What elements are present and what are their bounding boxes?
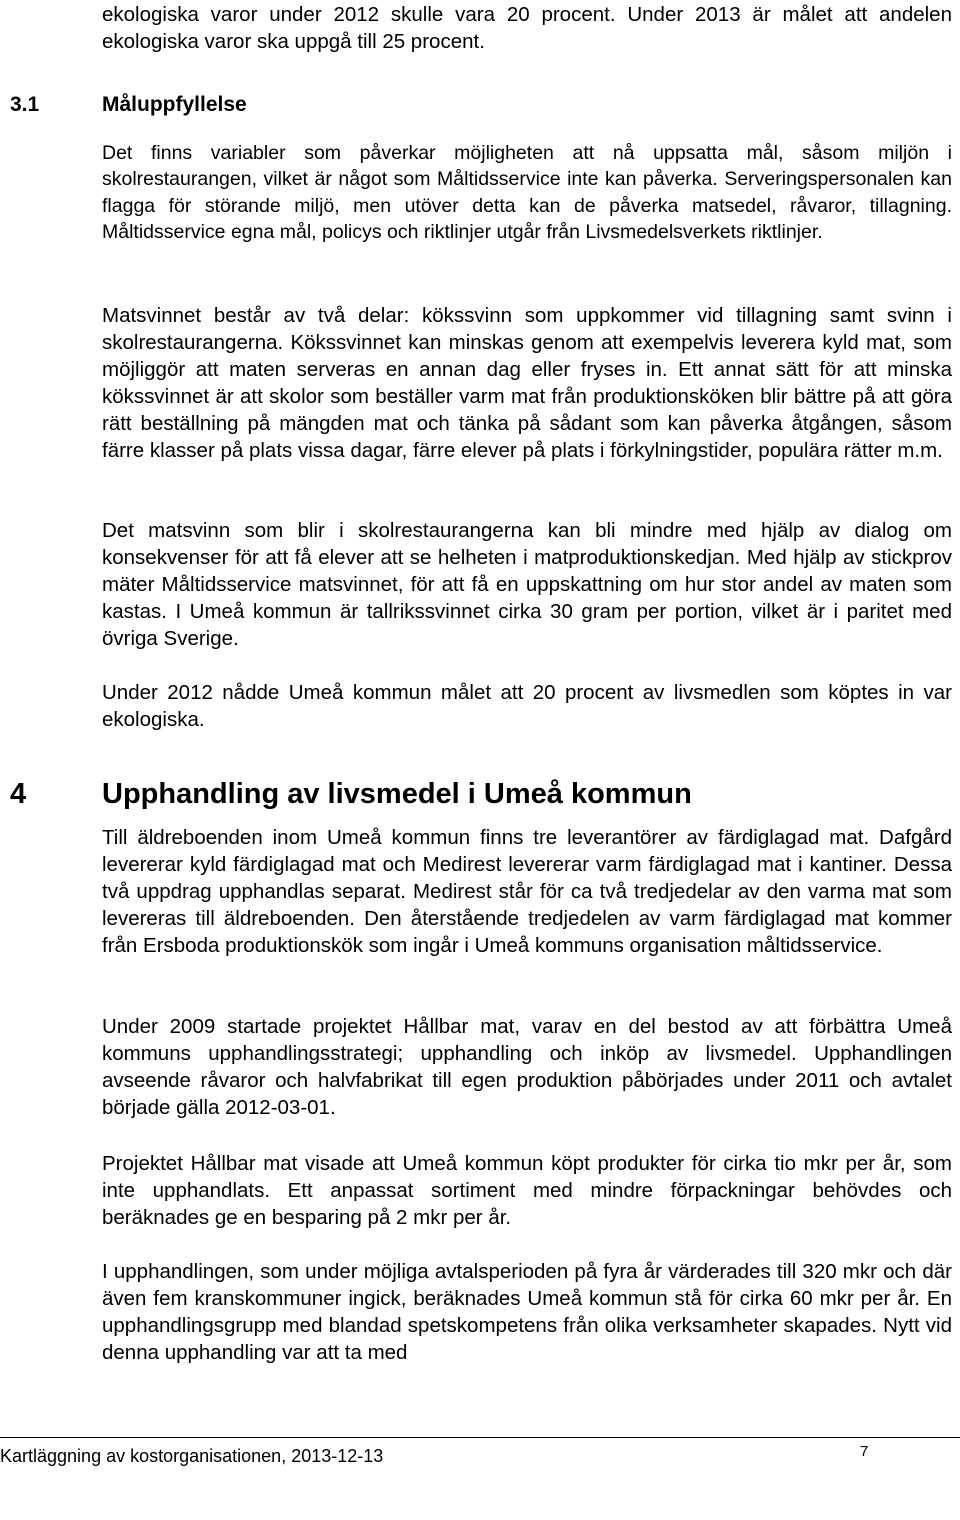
paragraph-4-hallbar-mat: Under 2009 startade projektet Hållbar mat, varav en del bestod av att förbättra Umeå kommuns upphandlingsstrategi; upphandling och inköp av livsmedel. Upphandlingen avseende råvaror och halvfabrikat till egen produktion påbörjades under 2011 och avtalet började gälla 2012-03-01.	[102, 1015, 952, 1119]
section-heading-3-1	[10, 91, 247, 119]
footer-title: Kartläggning av kostorganisationen, 2013-12-13	[0, 1446, 384, 1466]
section-number: 3.1	[10, 93, 40, 116]
page-number: 7	[860, 1443, 869, 1460]
section-heading-4	[10, 776, 692, 812]
section-title: Upphandling av livsmedel i Umeå kommun	[102, 778, 692, 810]
paragraph-3-1-variables: Det finns variabler som påverkar möjligheten att nå uppsatta mål, såsom miljön i skolrestaurangen, vilket är något som Måltidsservice inte kan påverka. Serveringspersonalen kan flagga för störande miljö, men utöver detta kan de påverka matsedel, råvaror, tillagning. Måltidsservice egna mål, policys och riktlinjer utgår från Livsmedelsverkets riktlinjer.	[102, 142, 952, 244]
section-title: Måluppfyllelse	[102, 93, 247, 116]
section-number: 4	[10, 778, 27, 810]
intro-continuation-paragraph: ekologiska varor under 2012 skulle vara 20 procent. Under 2013 är målet att andelen ekologiska varor ska uppgå till 25 procent.	[102, 3, 952, 53]
paragraph-4-leverantorer: Till äldreboenden inom Umeå kommun finns tre leverantörer av färdiglagad mat. Dafgård levererar kyld färdiglagad mat och Medirest levererar varm färdiglagad mat i kantiner. Dessa två uppdrag upphandlas separat. Medirest står för ca två tredjedelar av den varma mat som levereras till äldreboenden. Den återstående tredjedelen av varm färdiglagad mat kommer från Ersboda produktionskök som ingår i Umeå kommuns organisation måltidsservice.	[102, 826, 952, 957]
paragraph-3-1-ekologiska: Under 2012 nådde Umeå kommun målet att 20 procent av livsmedlen som köptes in var ekologiska.	[102, 681, 952, 731]
footer-divider	[0, 1437, 960, 1438]
paragraph-4-projektet: Projektet Hållbar mat visade att Umeå kommun köpt produkter för cirka tio mkr per år, som inte upphandlats. Ett anpassat sortiment med mindre förpackningar behövdes och beräknades ge en besparing på 2 mkr per år.	[102, 1152, 952, 1229]
paragraph-3-1-matsvinn: Matsvinnet består av två delar: kökssvinn som uppkommer vid tillagning samt svinn i skolrestaurangerna. Kökssvinnet kan minskas genom att exempelvis leverera kyld mat, som möjliggör att maten serveras en annan dag eller fryses in. Ett annat sätt för att minska kökssvinnet är att skolor som beställer varm mat från produktionsköken blir bättre på att göra rätt beställning på mängden mat och tänka på sådant som kan påverka åtgången, såsom färre klasser på plats vissa dagar, färre elever på plats i förkylningstider, populära rätter m.m.	[102, 304, 952, 462]
paragraph-4-upphandlingen: I upphandlingen, som under möjliga avtalsperioden på fyra år värderades till 320 mkr och där även fem kranskommuner ingick, beräknades Umeå kommun stå för cirka 60 mkr per år. En upphandlingsgrupp med blandad spetskompetens från olika verksamheter skapades. Nytt vid denna upphandling var att ta med	[102, 1260, 952, 1364]
paragraph-3-1-dialog: Det matsvinn som blir i skolrestaurangerna kan bli mindre med hjälp av dialog om konsekvenser för att få elever att se helheten i matproduktionskedjan. Med hjälp av stickprov mäter Måltidsservice matsvinnet, för att få en uppskattning om hur stor andel av maten som kastas. I Umeå kommun är tallrikssvinnet cirka 30 gram per portion, vilket är i paritet med övriga Sverige.	[102, 519, 952, 650]
